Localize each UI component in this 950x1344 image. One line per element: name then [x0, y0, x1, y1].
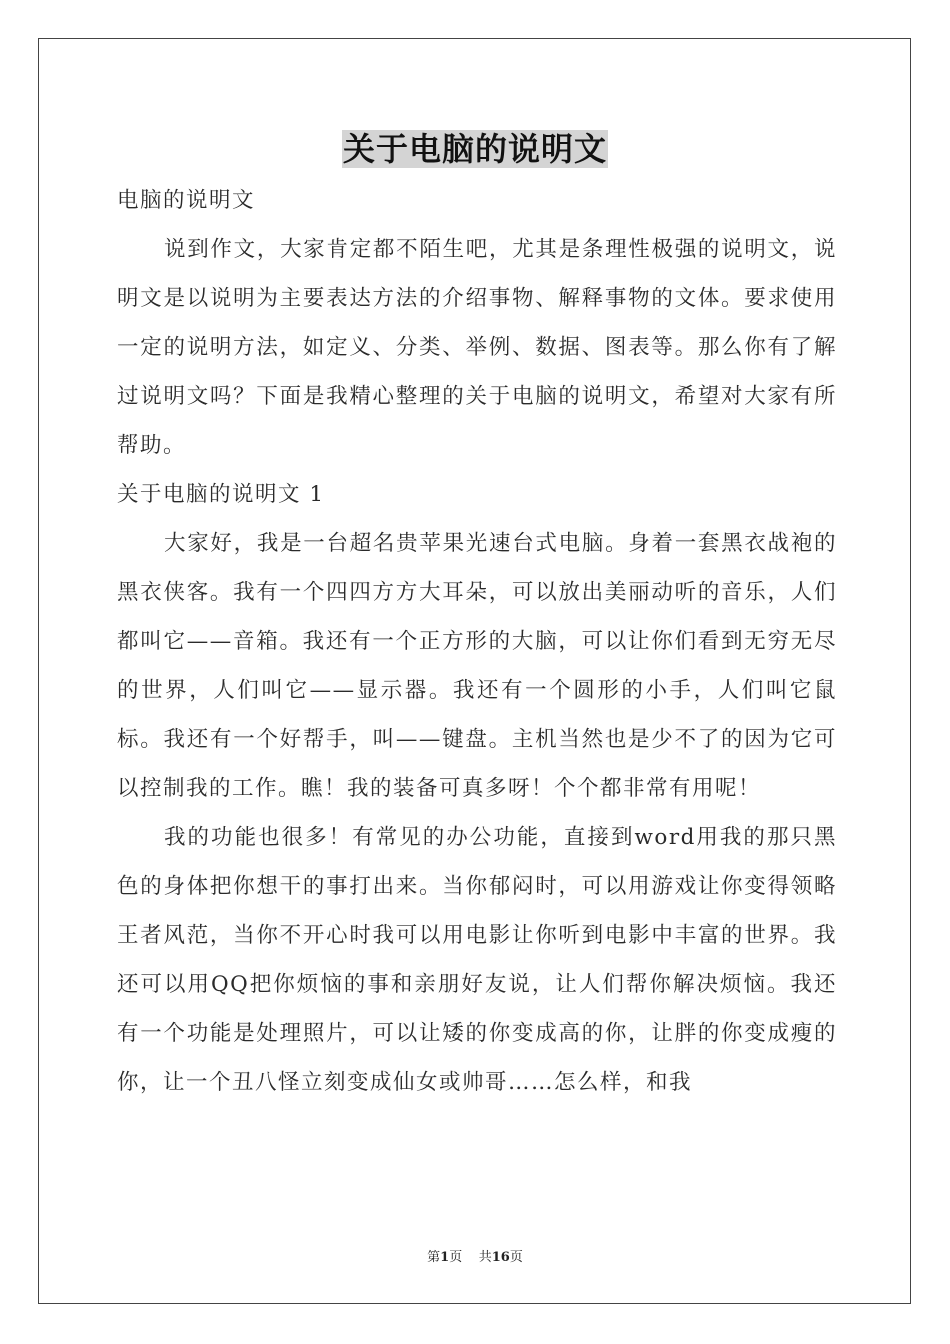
document-body	[117, 176, 837, 1107]
total-pages: 16	[491, 1250, 510, 1265]
section-heading: 关于电脑的说明文 1	[117, 482, 325, 507]
page-footer	[0, 1246, 950, 1265]
document-subtitle: 电脑的说明文	[117, 188, 256, 213]
document-title-text: 关于电脑的说明文	[342, 130, 607, 168]
page-suffix: 页	[449, 1250, 463, 1265]
total-suffix: 页	[509, 1250, 523, 1265]
total-prefix: 共	[478, 1250, 492, 1265]
page-prefix: 第	[427, 1250, 441, 1265]
intro-paragraph: 说到作文，大家肯定都不陌生吧，尤其是条理性极强的说明文，说明文是以说明为主要表达方法的介绍事物、解释事物的文体。要求使用一定的说明方法，如定义、分类、举例、数据、图表等。那么你有了解过说明文吗？下面是我精心整理的关于电脑的说明文，希望对大家有所帮助。	[117, 237, 837, 458]
body-paragraph-1: 大家好，我是一台超名贵苹果光速台式电脑。身着一套黑衣战袍的黑衣侠客。我有一个四四方方大耳朵，可以放出美丽动听的音乐，人们都叫它——音箱。我还有一个正方形的大脑，可以让你们看到无穷无尽的世界，人们叫它——显示器。我还有一个圆形的小手，人们叫它鼠标。我还有一个好帮手，叫——键盘。主机当然也是少不了的因为它可以控制我的工作。瞧！我的装备可真多呀！个个都非常有用呢！	[117, 531, 837, 801]
page-number: 1	[440, 1250, 450, 1265]
document-title	[0, 126, 950, 172]
body-paragraph-2: 我的功能也很多！有常见的办公功能，直接到word用我的那只黑色的身体把你想干的事打出来。当你郁闷时，可以用游戏让你变得领略王者风范，当你不开心时我可以用电影让你听到电影中丰富的世界。我还可以用QQ把你烦恼的事和亲朋好友说，让人们帮你解决烦恼。我还有一个功能是处理照片，可以让矮的你变成高的你，让胖的你变成瘦的你，让一个丑八怪立刻变成仙女或帅哥……怎么样，和我	[117, 825, 837, 1095]
